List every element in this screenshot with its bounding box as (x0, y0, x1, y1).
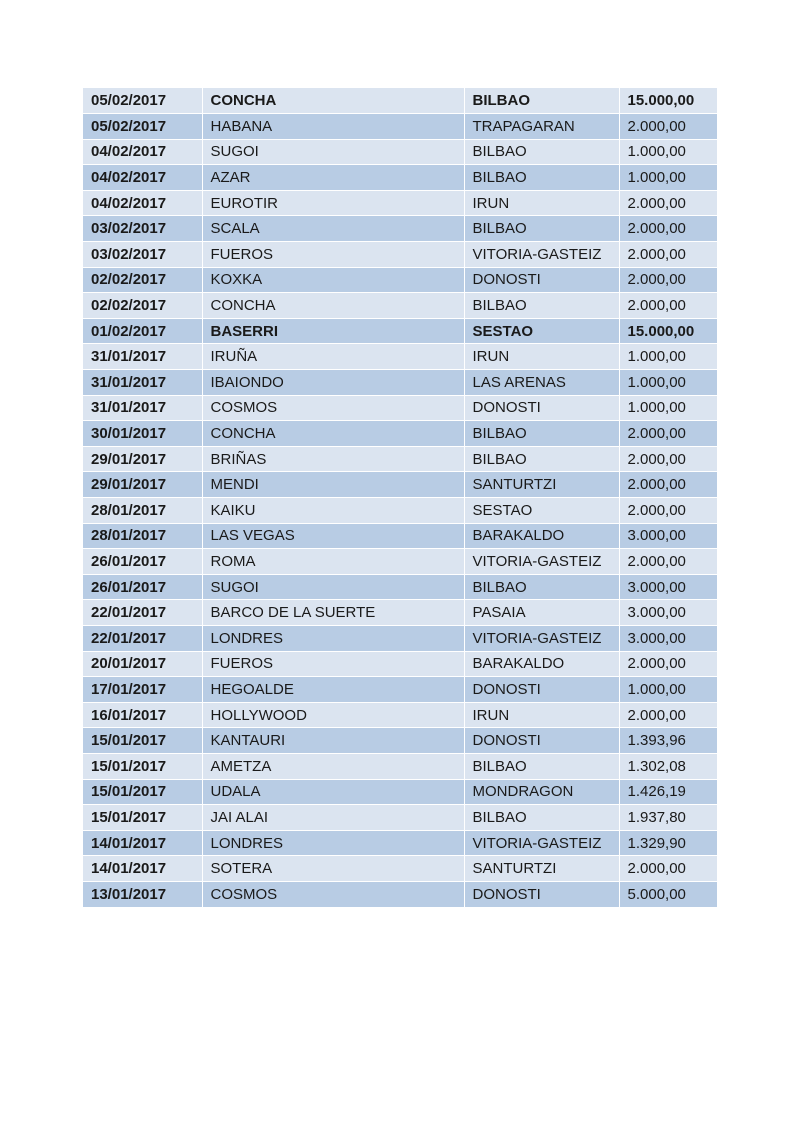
name-cell: CONCHA (202, 88, 464, 114)
amount-cell: 2.000,00 (619, 421, 717, 447)
table-row (83, 267, 717, 293)
date-cell: 16/01/2017 (83, 702, 202, 728)
amount-cell: 1.000,00 (619, 344, 717, 370)
amount-cell: 1.426,19 (619, 779, 717, 805)
name-cell: HEGOALDE (202, 677, 464, 703)
date-cell: 22/01/2017 (83, 600, 202, 626)
amount-cell: 3.000,00 (619, 523, 717, 549)
city-cell: IRUN (464, 190, 619, 216)
date-cell: 04/02/2017 (83, 190, 202, 216)
city-cell: TRAPAGARAN (464, 114, 619, 140)
name-cell: COSMOS (202, 395, 464, 421)
name-cell: SUGOI (202, 139, 464, 165)
amount-cell: 15.000,00 (619, 88, 717, 114)
city-cell: VITORIA-GASTEIZ (464, 625, 619, 651)
name-cell: BARCO DE LA SUERTE (202, 600, 464, 626)
date-cell: 15/01/2017 (83, 805, 202, 831)
name-cell: SCALA (202, 216, 464, 242)
table-row (83, 523, 717, 549)
amount-cell: 2.000,00 (619, 472, 717, 498)
date-cell: 03/02/2017 (83, 216, 202, 242)
amount-cell: 2.000,00 (619, 267, 717, 293)
name-cell: LAS VEGAS (202, 523, 464, 549)
city-cell: BILBAO (464, 293, 619, 319)
name-cell: CONCHA (202, 421, 464, 447)
prizes-table-body (83, 88, 717, 907)
date-cell: 15/01/2017 (83, 753, 202, 779)
table-row (83, 651, 717, 677)
city-cell: BILBAO (464, 139, 619, 165)
date-cell: 30/01/2017 (83, 421, 202, 447)
table-row (83, 702, 717, 728)
name-cell: AMETZA (202, 753, 464, 779)
name-cell: FUEROS (202, 242, 464, 268)
name-cell: BASERRI (202, 318, 464, 344)
table-row (83, 395, 717, 421)
amount-cell: 1.000,00 (619, 165, 717, 191)
table-row (83, 881, 717, 907)
prizes-table (83, 88, 717, 908)
amount-cell: 2.000,00 (619, 446, 717, 472)
name-cell: MENDI (202, 472, 464, 498)
city-cell: IRUN (464, 702, 619, 728)
amount-cell: 2.000,00 (619, 190, 717, 216)
city-cell: LAS ARENAS (464, 370, 619, 396)
table-row (83, 421, 717, 447)
city-cell: BILBAO (464, 216, 619, 242)
city-cell: IRUN (464, 344, 619, 370)
city-cell: DONOSTI (464, 677, 619, 703)
amount-cell: 1.000,00 (619, 139, 717, 165)
amount-cell: 3.000,00 (619, 625, 717, 651)
date-cell: 02/02/2017 (83, 267, 202, 293)
name-cell: JAI ALAI (202, 805, 464, 831)
amount-cell: 2.000,00 (619, 702, 717, 728)
name-cell: COSMOS (202, 881, 464, 907)
date-cell: 13/01/2017 (83, 881, 202, 907)
name-cell: CONCHA (202, 293, 464, 319)
date-cell: 14/01/2017 (83, 830, 202, 856)
date-cell: 20/01/2017 (83, 651, 202, 677)
table-row (83, 293, 717, 319)
date-cell: 14/01/2017 (83, 856, 202, 882)
table-row (83, 728, 717, 754)
date-cell: 26/01/2017 (83, 549, 202, 575)
amount-cell: 2.000,00 (619, 651, 717, 677)
city-cell: BILBAO (464, 165, 619, 191)
table-row (83, 344, 717, 370)
city-cell: VITORIA-GASTEIZ (464, 242, 619, 268)
name-cell: SUGOI (202, 574, 464, 600)
city-cell: SANTURTZI (464, 856, 619, 882)
date-cell: 15/01/2017 (83, 728, 202, 754)
table-row (83, 370, 717, 396)
date-cell: 29/01/2017 (83, 472, 202, 498)
date-cell: 17/01/2017 (83, 677, 202, 703)
table-row (83, 677, 717, 703)
name-cell: AZAR (202, 165, 464, 191)
date-cell: 28/01/2017 (83, 523, 202, 549)
amount-cell: 2.000,00 (619, 114, 717, 140)
city-cell: VITORIA-GASTEIZ (464, 830, 619, 856)
name-cell: HOLLYWOOD (202, 702, 464, 728)
date-cell: 01/02/2017 (83, 318, 202, 344)
amount-cell: 2.000,00 (619, 293, 717, 319)
city-cell: SESTAO (464, 318, 619, 344)
name-cell: KAIKU (202, 498, 464, 524)
name-cell: LONDRES (202, 625, 464, 651)
name-cell: BRIÑAS (202, 446, 464, 472)
name-cell: IBAIONDO (202, 370, 464, 396)
date-cell: 05/02/2017 (83, 88, 202, 114)
amount-cell: 1.937,80 (619, 805, 717, 831)
city-cell: DONOSTI (464, 395, 619, 421)
table-row (83, 753, 717, 779)
date-cell: 28/01/2017 (83, 498, 202, 524)
table-row (83, 549, 717, 575)
table-row (83, 242, 717, 268)
amount-cell: 1.000,00 (619, 677, 717, 703)
amount-cell: 1.000,00 (619, 370, 717, 396)
city-cell: DONOSTI (464, 881, 619, 907)
city-cell: BILBAO (464, 88, 619, 114)
table-row (83, 88, 717, 114)
table-row (83, 830, 717, 856)
city-cell: SESTAO (464, 498, 619, 524)
amount-cell: 2.000,00 (619, 216, 717, 242)
date-cell: 31/01/2017 (83, 395, 202, 421)
city-cell: MONDRAGON (464, 779, 619, 805)
city-cell: SANTURTZI (464, 472, 619, 498)
amount-cell: 2.000,00 (619, 242, 717, 268)
table-row (83, 216, 717, 242)
city-cell: BILBAO (464, 421, 619, 447)
date-cell: 31/01/2017 (83, 344, 202, 370)
table-row (83, 472, 717, 498)
table-row (83, 446, 717, 472)
amount-cell: 2.000,00 (619, 498, 717, 524)
name-cell: LONDRES (202, 830, 464, 856)
city-cell: BARAKALDO (464, 651, 619, 677)
table-row (83, 318, 717, 344)
amount-cell: 1.393,96 (619, 728, 717, 754)
date-cell: 26/01/2017 (83, 574, 202, 600)
name-cell: UDALA (202, 779, 464, 805)
city-cell: BILBAO (464, 805, 619, 831)
date-cell: 31/01/2017 (83, 370, 202, 396)
name-cell: IRUÑA (202, 344, 464, 370)
name-cell: KOXKA (202, 267, 464, 293)
table-row (83, 779, 717, 805)
name-cell: KANTAURI (202, 728, 464, 754)
amount-cell: 3.000,00 (619, 600, 717, 626)
date-cell: 04/02/2017 (83, 165, 202, 191)
table-row (83, 805, 717, 831)
table-row (83, 856, 717, 882)
amount-cell: 3.000,00 (619, 574, 717, 600)
name-cell: HABANA (202, 114, 464, 140)
name-cell: ROMA (202, 549, 464, 575)
amount-cell: 1.329,90 (619, 830, 717, 856)
table-row (83, 498, 717, 524)
amount-cell: 2.000,00 (619, 549, 717, 575)
city-cell: PASAIA (464, 600, 619, 626)
name-cell: EUROTIR (202, 190, 464, 216)
table-row (83, 625, 717, 651)
table-row (83, 574, 717, 600)
amount-cell: 15.000,00 (619, 318, 717, 344)
amount-cell: 2.000,00 (619, 856, 717, 882)
city-cell: DONOSTI (464, 728, 619, 754)
date-cell: 22/01/2017 (83, 625, 202, 651)
table-row (83, 139, 717, 165)
date-cell: 04/02/2017 (83, 139, 202, 165)
name-cell: SOTERA (202, 856, 464, 882)
name-cell: FUEROS (202, 651, 464, 677)
amount-cell: 1.302,08 (619, 753, 717, 779)
date-cell: 02/02/2017 (83, 293, 202, 319)
city-cell: BARAKALDO (464, 523, 619, 549)
amount-cell: 1.000,00 (619, 395, 717, 421)
city-cell: BILBAO (464, 574, 619, 600)
date-cell: 15/01/2017 (83, 779, 202, 805)
amount-cell: 5.000,00 (619, 881, 717, 907)
table-row (83, 114, 717, 140)
table-row (83, 600, 717, 626)
table-row (83, 190, 717, 216)
date-cell: 03/02/2017 (83, 242, 202, 268)
city-cell: BILBAO (464, 753, 619, 779)
city-cell: BILBAO (464, 446, 619, 472)
date-cell: 05/02/2017 (83, 114, 202, 140)
city-cell: DONOSTI (464, 267, 619, 293)
city-cell: VITORIA-GASTEIZ (464, 549, 619, 575)
table-row (83, 165, 717, 191)
date-cell: 29/01/2017 (83, 446, 202, 472)
